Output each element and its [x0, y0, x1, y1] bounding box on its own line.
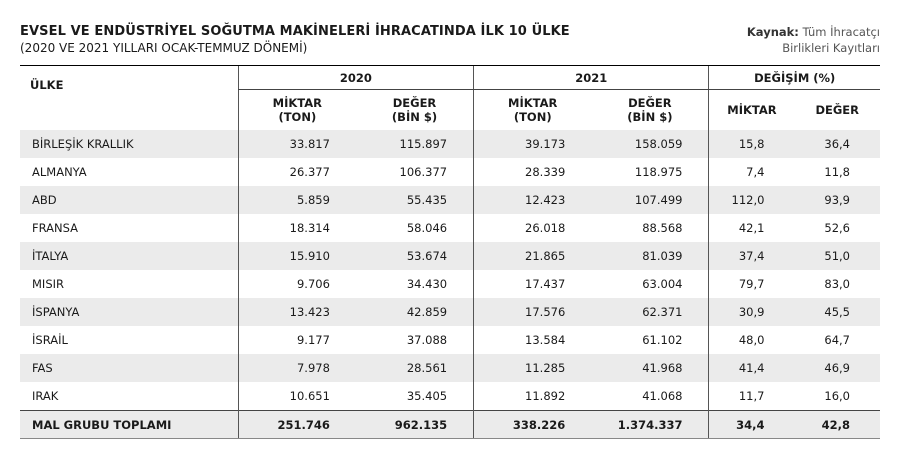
deger-2020-cell: 37.088 [406, 333, 448, 347]
deger-2021-cell: 118.975 [634, 165, 683, 179]
miktar-change-header: MİKTAR [709, 90, 794, 131]
miktar-change-cell: 41,4 [709, 354, 794, 382]
deger-2020-header: DEĞER (BİN $) [391, 96, 438, 124]
miktar-2020-cell: 15.910 [238, 242, 356, 270]
deger-change-header: DEĞER [815, 103, 859, 117]
total-deger-2021-cell: 1.374.337 [591, 411, 709, 440]
country-cell: İSPANYA [20, 298, 238, 326]
deger-change-cell: 64,7 [824, 333, 850, 347]
miktar-2021-cell: 12.423 [474, 186, 592, 214]
country-cell: MISIR [32, 277, 64, 291]
page-subtitle: (2020 VE 2021 YILLARI OCAK-TEMMUZ DÖNEMİ) [20, 41, 308, 55]
table-row [20, 382, 880, 411]
group-change-header: DEĞİŞİM (%) [709, 66, 880, 90]
country-cell: BİRLEŞİK KRALLIK [20, 130, 238, 158]
table-row [20, 354, 880, 382]
miktar-2020-cell: 9.177 [238, 326, 356, 354]
miktar-change-cell: 7,4 [709, 158, 794, 186]
miktar-2021-cell: 39.173 [474, 130, 592, 158]
deger-change-cell: 83,0 [824, 277, 850, 291]
group-header-row [20, 66, 880, 90]
miktar-change-cell: 11,7 [709, 382, 794, 411]
miktar-2021-cell: 17.437 [474, 270, 592, 298]
deger-2021-header: DEĞER (BİN $) [627, 96, 673, 124]
deger-2021-cell: 107.499 [591, 186, 709, 214]
deger-2020-cell: 42.859 [356, 298, 474, 326]
miktar-2020-cell: 18.314 [238, 214, 356, 242]
miktar-2020-cell: 5.859 [238, 186, 356, 214]
deger-2021-cell: 81.039 [591, 242, 709, 270]
miktar-change-cell: 79,7 [709, 270, 794, 298]
table-row [20, 270, 880, 298]
deger-2021-cell: 62.371 [591, 298, 709, 326]
miktar-2020-cell: 7.978 [238, 354, 356, 382]
source-line2: Birlikleri Kayıtları [782, 41, 880, 55]
country-cell: ABD [20, 186, 238, 214]
deger-2020-cell: 28.561 [356, 354, 474, 382]
table-row [20, 130, 880, 158]
deger-2020-cell: 34.430 [406, 277, 448, 291]
miktar-2021-cell: 26.018 [474, 214, 592, 242]
total-row [20, 411, 880, 440]
source-note [747, 24, 880, 56]
deger-2021-cell: 41.068 [642, 389, 683, 403]
country-cell: İSRAİL [32, 333, 68, 347]
country-column-header: ÜLKE [30, 78, 64, 92]
deger-change-cell: 93,9 [794, 186, 880, 214]
total-miktar-change-cell: 34,4 [709, 411, 794, 440]
group-2021-header: 2021 [474, 66, 709, 90]
deger-change-cell: 11,8 [824, 165, 850, 179]
country-cell: IRAK [32, 389, 59, 403]
table-row [20, 242, 880, 270]
table-body [20, 130, 880, 439]
source-line1: Tüm İhracatçı [802, 25, 880, 39]
deger-change-cell: 45,5 [794, 298, 880, 326]
total-miktar-2020-cell: 251.746 [238, 411, 356, 440]
deger-change-cell: 16,0 [824, 389, 850, 403]
country-cell: FRANSA [32, 221, 78, 235]
deger-change-cell: 51,0 [794, 242, 880, 270]
miktar-2020-cell: 13.423 [238, 298, 356, 326]
total-miktar-2021-cell: 338.226 [474, 411, 592, 440]
deger-2021-cell: 41.968 [591, 354, 709, 382]
miktar-2021-cell: 21.865 [474, 242, 592, 270]
miktar-change-cell: 42,1 [709, 214, 794, 242]
miktar-2020-cell: 10.651 [238, 382, 356, 411]
miktar-2020-cell: 9.706 [238, 270, 356, 298]
miktar-change-cell: 30,9 [709, 298, 794, 326]
total-label-cell: MAL GRUBU TOPLAMI [20, 411, 238, 440]
total-deger-change-cell: 42,8 [794, 411, 880, 440]
deger-2020-cell: 106.377 [399, 165, 448, 179]
miktar-2021-cell: 11.892 [474, 382, 592, 411]
country-cell: İTALYA [20, 242, 238, 270]
miktar-2021-cell: 28.339 [474, 158, 592, 186]
source-label: Kaynak: [746, 25, 799, 39]
deger-2021-cell: 61.102 [642, 333, 683, 347]
deger-2020-cell: 115.897 [356, 130, 474, 158]
table-row [20, 158, 880, 186]
deger-2020-cell: 35.405 [406, 389, 448, 403]
miktar-change-cell: 48,0 [709, 326, 794, 354]
miktar-2020-cell: 33.817 [238, 130, 356, 158]
bottom-rule [20, 438, 880, 439]
deger-2020-cell: 58.046 [406, 221, 448, 235]
deger-change-cell: 46,9 [794, 354, 880, 382]
miktar-change-cell: 15,8 [709, 130, 794, 158]
table-row [20, 326, 880, 354]
miktar-2021-cell: 13.584 [474, 326, 592, 354]
deger-2020-cell: 55.435 [356, 186, 474, 214]
deger-change-cell: 52,6 [824, 221, 850, 235]
deger-2021-cell: 63.004 [642, 277, 683, 291]
total-deger-2020-cell: 962.135 [356, 411, 474, 440]
table-row [20, 298, 880, 326]
deger-2020-cell: 53.674 [356, 242, 474, 270]
group-2020-header: 2020 [238, 66, 473, 90]
country-cell: ALMANYA [32, 165, 87, 179]
country-cell: FAS [20, 354, 238, 382]
page-title: EVSEL VE ENDÜSTRİYEL SOĞUTMA MAKİNELERİ İHRACATINDA İLK 10 ÜLKE [20, 24, 570, 39]
deger-2021-cell: 158.059 [591, 130, 709, 158]
miktar-change-cell: 112,0 [709, 186, 794, 214]
miktar-2021-cell: 17.576 [474, 298, 592, 326]
miktar-2020-header: MİKTAR (TON) [238, 90, 356, 131]
deger-change-cell: 36,4 [794, 130, 880, 158]
miktar-2021-header: MİKTAR (TON) [474, 90, 592, 131]
table-row [20, 186, 880, 214]
export-table [20, 66, 880, 439]
table-row [20, 214, 880, 242]
deger-2021-cell: 88.568 [642, 221, 683, 235]
header [20, 22, 880, 62]
miktar-2021-cell: 11.285 [474, 354, 592, 382]
miktar-change-cell: 37,4 [709, 242, 794, 270]
miktar-2020-cell: 26.377 [238, 158, 356, 186]
